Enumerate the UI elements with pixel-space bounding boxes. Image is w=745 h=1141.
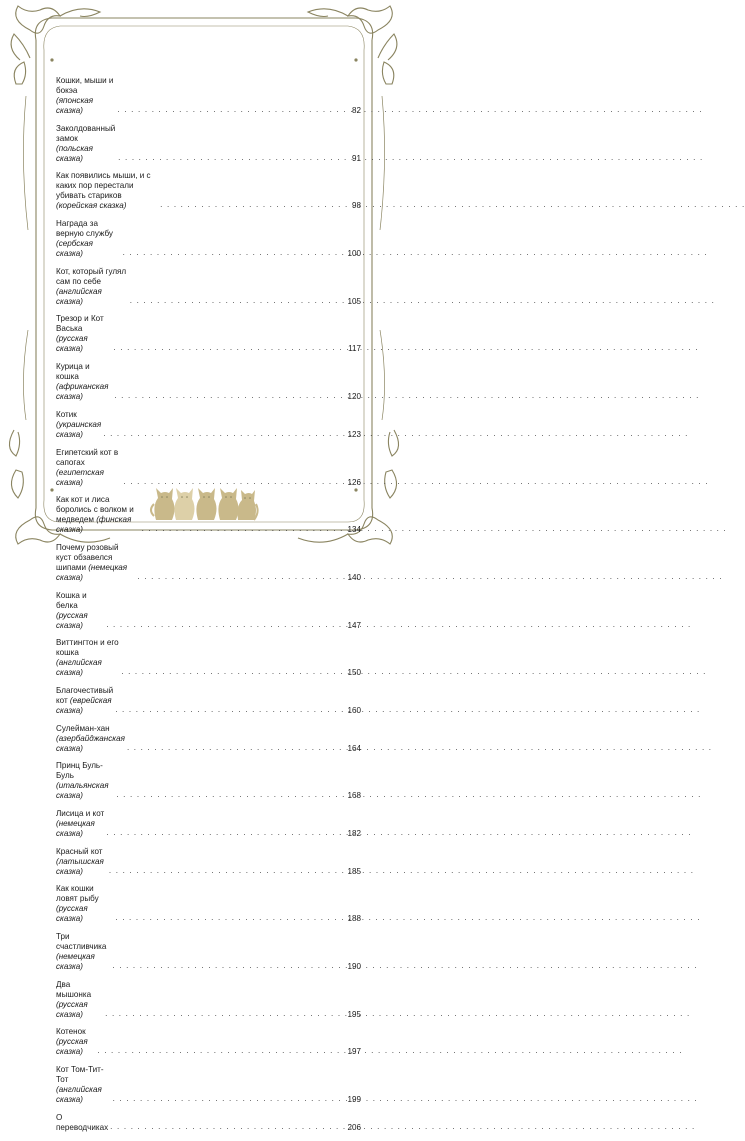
toc-entry[interactable] bbox=[56, 980, 361, 1020]
entry-title: Курица и кошка bbox=[56, 362, 90, 382]
toc-entry[interactable] bbox=[56, 219, 361, 259]
entry-title: Как кошки ловят рыбу bbox=[56, 884, 99, 904]
entry-origin: (еврейская сказка) bbox=[56, 695, 112, 715]
leader-dots bbox=[106, 828, 345, 838]
entry-origin: (итальянская сказка) bbox=[56, 781, 109, 801]
toc-entry[interactable] bbox=[56, 724, 361, 754]
entry-origin: (азербайджанская сказка) bbox=[56, 733, 125, 753]
entry-title: Кошки, мыши и бокэа bbox=[56, 76, 114, 95]
entry-origin: (русская сказка) bbox=[56, 334, 88, 354]
page-number: 190 bbox=[347, 962, 361, 972]
entry-title: Заколдованный замок bbox=[56, 123, 116, 143]
page-number: 199 bbox=[347, 1095, 361, 1105]
toc-entry[interactable] bbox=[56, 932, 361, 972]
page-number: 82 bbox=[351, 106, 361, 115]
toc-entry[interactable] bbox=[56, 1065, 361, 1105]
leader-dots bbox=[113, 1094, 346, 1104]
leader-dots bbox=[103, 429, 345, 439]
toc-entry[interactable] bbox=[56, 686, 361, 716]
page-number: 126 bbox=[347, 477, 361, 487]
entry-title: Кошка и белка bbox=[56, 590, 87, 610]
entry-title: Три счастливчика bbox=[56, 932, 107, 952]
leader-dots bbox=[115, 705, 345, 715]
toc-entry[interactable] bbox=[56, 76, 361, 116]
page-number: 120 bbox=[347, 392, 361, 402]
entry-title: Виттингтон и его кошка bbox=[56, 638, 119, 658]
entry-origin: (русская сказка) bbox=[56, 610, 88, 630]
entry-title: Котик bbox=[56, 409, 77, 419]
toc-entry[interactable] bbox=[56, 1027, 361, 1057]
page-number: 206 bbox=[347, 1122, 361, 1132]
entry-title: Лисица и кот bbox=[56, 809, 105, 818]
leader-dots bbox=[115, 913, 345, 923]
entry-origin: (русская сказка) bbox=[56, 999, 88, 1019]
leader-dots bbox=[160, 200, 350, 210]
leader-dots bbox=[112, 961, 345, 971]
entry-origin: (немецкая сказка) bbox=[56, 819, 95, 838]
entry-title: Трезор и Кот Васька bbox=[56, 314, 104, 334]
leader-dots bbox=[117, 105, 350, 115]
entry-origin: (сербская сказка) bbox=[56, 239, 93, 259]
page-number: 98 bbox=[351, 201, 361, 211]
entry-title: Благочестивый кот bbox=[56, 685, 114, 705]
entry-origin: (английская сказка) bbox=[56, 286, 102, 306]
page-number: 117 bbox=[348, 344, 361, 354]
entry-origin: (английская сказка) bbox=[56, 658, 102, 678]
leader-dots bbox=[113, 343, 346, 353]
entry-title: Котенок bbox=[56, 1027, 86, 1037]
page-number: 197 bbox=[347, 1047, 361, 1057]
leader-dots bbox=[110, 1122, 345, 1132]
entry-origin: (русская сказка) bbox=[56, 1037, 88, 1057]
toc-entry[interactable] bbox=[56, 638, 361, 678]
leader-dots bbox=[109, 866, 346, 876]
cats-silhouette-icon bbox=[150, 476, 258, 522]
page-number: 147 bbox=[347, 620, 361, 630]
entry-title: Два мышонка bbox=[56, 979, 92, 999]
entry-origin: (японская сказка) bbox=[56, 96, 94, 115]
entry-title: Почему розовый куст обзавелся шипами bbox=[56, 542, 119, 572]
page-number: 182 bbox=[347, 829, 361, 838]
toc-entry[interactable] bbox=[56, 591, 361, 631]
page-number: 168 bbox=[347, 791, 361, 801]
entry-origin: (корейская сказка) bbox=[56, 201, 127, 211]
entry-title: Как появились мыши, и с каких пор перестали убивать стариков bbox=[56, 171, 151, 201]
entry-title: Принц Буль-Буль bbox=[56, 761, 103, 781]
toc-entry[interactable] bbox=[56, 314, 361, 354]
page-number: 91 bbox=[351, 153, 361, 163]
page-number: 188 bbox=[347, 914, 361, 924]
entry-origin: (русская сказка) bbox=[56, 904, 88, 924]
leader-dots bbox=[130, 296, 346, 306]
page-number: 195 bbox=[347, 1009, 361, 1019]
page-number: 140 bbox=[347, 572, 361, 582]
toc-entry[interactable] bbox=[56, 124, 361, 164]
toc-entry[interactable] bbox=[56, 410, 361, 440]
entry-title: Египетский кот в сапогах bbox=[56, 447, 119, 467]
entry-title: Красный кот bbox=[56, 846, 103, 856]
entry-origin: (латышская сказка) bbox=[56, 856, 104, 876]
entry-title: Как кот и лиса боролись с волком и медведем bbox=[56, 495, 134, 525]
entry-title: О переводчиках bbox=[56, 1112, 109, 1132]
entry-title: Кот, который гулял сам по себе bbox=[56, 266, 127, 286]
table-of-contents bbox=[56, 76, 361, 1141]
page-number: 123 bbox=[347, 429, 361, 439]
leader-dots bbox=[137, 572, 345, 582]
entry-title: Награда за верную службу bbox=[56, 219, 113, 239]
leader-dots bbox=[97, 1046, 345, 1056]
leader-dots bbox=[123, 248, 346, 258]
page-number: 150 bbox=[347, 668, 361, 678]
toc-entry[interactable] bbox=[56, 809, 361, 839]
entry-origin: (украинская сказка) bbox=[56, 419, 102, 439]
leader-dots bbox=[105, 1009, 345, 1019]
entry-origin: (финская сказка) bbox=[56, 515, 132, 535]
entry-origin: (немецкая сказка) bbox=[56, 952, 95, 972]
entry-title: Кот Том-Тит-Тот bbox=[56, 1065, 104, 1085]
toc-entry[interactable] bbox=[56, 543, 361, 583]
toc-entry[interactable] bbox=[56, 362, 361, 402]
entry-origin: (английская сказка) bbox=[56, 1085, 102, 1105]
toc-entry[interactable] bbox=[56, 267, 361, 307]
entry-origin: (африканская сказка) bbox=[56, 382, 109, 402]
toc-entry[interactable] bbox=[56, 171, 361, 211]
page-number: 105 bbox=[347, 296, 361, 306]
page-number: 164 bbox=[347, 743, 361, 753]
page-number: 100 bbox=[347, 249, 361, 259]
entry-origin: (польская сказка) bbox=[56, 143, 93, 163]
page-number: 160 bbox=[347, 705, 361, 715]
entry-origin: (египетская сказка) bbox=[56, 467, 104, 487]
page-number: 185 bbox=[347, 866, 361, 876]
toc-entry[interactable] bbox=[56, 884, 361, 924]
leader-dots bbox=[118, 153, 350, 163]
entry-origin: (немецкая сказка) bbox=[56, 562, 128, 582]
entry-title: Сулейман-хан bbox=[56, 723, 110, 733]
leader-dots bbox=[114, 391, 345, 401]
leader-dots bbox=[142, 524, 346, 534]
toc-entry[interactable] bbox=[56, 1113, 361, 1133]
leader-dots bbox=[116, 790, 345, 800]
leader-dots bbox=[106, 620, 345, 630]
page-number: 134 bbox=[347, 525, 361, 535]
leader-dots bbox=[127, 743, 346, 753]
toc-entry[interactable] bbox=[56, 847, 361, 877]
leader-dots bbox=[121, 667, 345, 677]
toc-entry[interactable] bbox=[56, 761, 361, 801]
